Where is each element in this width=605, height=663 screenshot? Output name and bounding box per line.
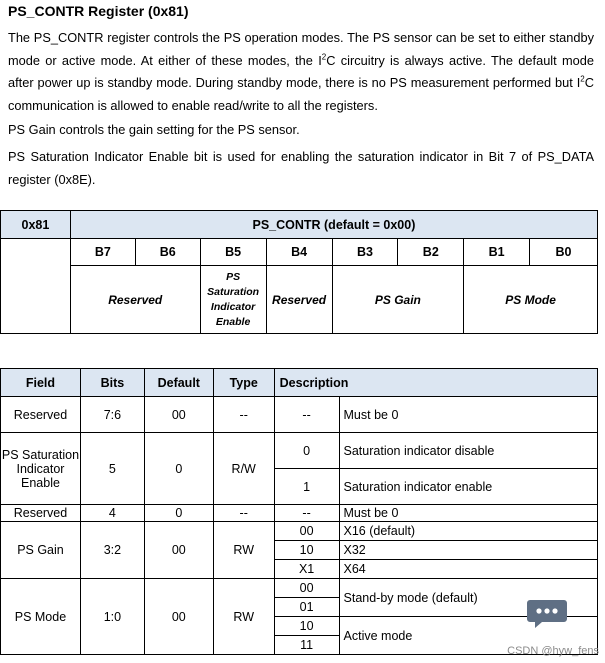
field-ps-mode: PS Mode	[464, 266, 598, 334]
chat-bubble-icon[interactable]	[526, 598, 568, 630]
cell-description: X16 (default)	[339, 522, 597, 541]
table-row	[1, 505, 598, 522]
table-row	[1, 579, 598, 598]
bit-label: B2	[398, 239, 464, 266]
field-description-table	[0, 368, 598, 655]
bit-label: B4	[266, 239, 332, 266]
cell-value: 01	[274, 598, 339, 617]
cell-value: 10	[274, 617, 339, 636]
para-text-2: C circuitry is always active. The default mode after power up is standby mode. During standby mode, there is no PS measurement performed but I	[8, 52, 594, 90]
field-ps-saturation: PS Saturation Indicator Enable	[200, 266, 266, 334]
header-type: Type	[213, 369, 274, 397]
bit-label: B0	[530, 239, 598, 266]
header-description: Description	[274, 369, 597, 397]
cell-type: R/W	[213, 433, 274, 505]
saturation-paragraph: PS Saturation Indicator Enable bit is used for enabling the saturation indicator in Bit 7 of PS_DATA register (0x8E).	[8, 149, 594, 187]
cell-value: 1	[274, 469, 339, 505]
cell-value: X1	[274, 560, 339, 579]
cell-value: 0	[274, 433, 339, 469]
cell-type: --	[213, 397, 274, 433]
header-default: Default	[144, 369, 213, 397]
cell-value: --	[274, 505, 339, 522]
header-bits: Bits	[80, 369, 144, 397]
table-row	[1, 433, 598, 469]
cell-field: PS Saturation Indicator Enable	[1, 433, 81, 505]
bit-label: B5	[200, 239, 266, 266]
cell-description: Saturation indicator enable	[339, 469, 597, 505]
cell-value: 11	[274, 636, 339, 655]
cell-description: Saturation indicator disable	[339, 433, 597, 469]
cell-description: X32	[339, 541, 597, 560]
cell-default: 00	[144, 397, 213, 433]
cell-type: --	[213, 505, 274, 522]
cell-default: 00	[144, 579, 213, 655]
register-map-table	[0, 210, 598, 334]
cell-field: Reserved	[1, 505, 81, 522]
cell-description: Must be 0	[339, 505, 597, 522]
cell-default: 0	[144, 433, 213, 505]
cell-value: 00	[274, 522, 339, 541]
field-reserved: Reserved	[70, 266, 200, 334]
bit-label: B3	[332, 239, 398, 266]
cell-field: PS Mode	[1, 579, 81, 655]
cell-bits: 3:2	[80, 522, 144, 579]
register-address: 0x81	[1, 211, 71, 239]
bit-label: B6	[135, 239, 200, 266]
cell-default: 0	[144, 505, 213, 522]
cell-description: Active mode	[339, 617, 597, 655]
cell-bits: 5	[80, 433, 144, 505]
cell-type: RW	[213, 579, 274, 655]
watermark: CSDN @hyw_fens	[507, 645, 599, 657]
table-row	[1, 397, 598, 433]
para-text-1: The PS_CONTR register controls the PS operation modes. The PS sensor can be set to either standby mode or active mode. At either of these modes, the I	[8, 30, 594, 68]
cell-value: 00	[274, 579, 339, 598]
cell-type: RW	[213, 522, 274, 579]
para-text-3: C communication is allowed to enable read/write to all the registers.	[8, 75, 594, 113]
table-row	[1, 522, 598, 541]
header-field: Field	[1, 369, 81, 397]
cell-bits: 1:0	[80, 579, 144, 655]
gain-paragraph: PS Gain controls the gain setting for the PS sensor.	[8, 122, 300, 137]
cell-field: PS Gain	[1, 522, 81, 579]
cell-value: 10	[274, 541, 339, 560]
bit-label: B1	[464, 239, 530, 266]
cell-value: --	[274, 397, 339, 433]
cell-description: Must be 0	[339, 397, 597, 433]
description-paragraph	[8, 27, 594, 117]
superscript: 2	[580, 74, 585, 84]
register-name: PS_CONTR (default = 0x00)	[70, 211, 597, 239]
cell-default: 00	[144, 522, 213, 579]
cell-field: Reserved	[1, 397, 81, 433]
cell-description: Stand-by mode (default)	[339, 579, 597, 617]
cell-bits: 7:6	[80, 397, 144, 433]
empty-cell	[1, 239, 71, 334]
field-reserved: Reserved	[266, 266, 332, 334]
cell-bits: 4	[80, 505, 144, 522]
page-title: PS_CONTR Register (0x81)	[8, 3, 189, 19]
cell-description: X64	[339, 560, 597, 579]
field-ps-gain: PS Gain	[332, 266, 464, 334]
bit-label: B7	[70, 239, 135, 266]
superscript: 2	[321, 52, 327, 62]
